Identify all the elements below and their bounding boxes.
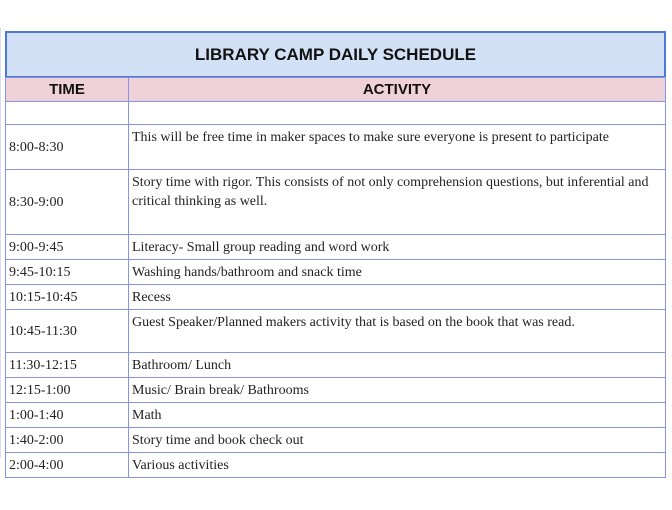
time-cell[interactable]: 2:00-4:00 — [6, 453, 129, 478]
time-cell[interactable]: 1:40-2:00 — [6, 428, 129, 453]
table-row — [6, 125, 666, 170]
header-row — [6, 78, 666, 102]
activity-cell[interactable]: Various activities — [129, 453, 666, 478]
activity-cell[interactable]: Literacy- Small group reading and word work — [129, 235, 666, 260]
table-row — [6, 102, 666, 125]
table-row — [6, 378, 666, 403]
time-cell[interactable]: 10:15-10:45 — [6, 285, 129, 310]
schedule-table — [5, 77, 666, 478]
activity-cell[interactable]: Guest Speaker/Planned makers activity that is based on the book that was read. — [129, 310, 666, 353]
time-cell[interactable]: 1:00-1:40 — [6, 403, 129, 428]
table-row — [6, 453, 666, 478]
time-cell[interactable]: 8:00-8:30 — [6, 125, 129, 170]
time-cell[interactable]: 12:15-1:00 — [6, 378, 129, 403]
table-row — [6, 260, 666, 285]
time-cell[interactable] — [6, 102, 129, 125]
activity-cell[interactable]: Bathroom/ Lunch — [129, 353, 666, 378]
table-row — [6, 170, 666, 235]
sheet-gridline — [0, 28, 1, 458]
table-row — [6, 353, 666, 378]
time-cell[interactable]: 10:45-11:30 — [6, 310, 129, 353]
activity-cell[interactable]: Story time with rigor. This consists of not only comprehension questions, but inferential and critical thinking as well. — [129, 170, 666, 235]
activity-cell[interactable] — [129, 102, 666, 125]
header-time: TIME — [6, 78, 129, 102]
table-row — [6, 285, 666, 310]
activity-cell[interactable]: Washing hands/bathroom and snack time — [129, 260, 666, 285]
header-activity: ACTIVITY — [129, 78, 666, 102]
activity-cell[interactable]: Math — [129, 403, 666, 428]
activity-cell[interactable]: This will be free time in maker spaces to make sure everyone is present to participate — [129, 125, 666, 170]
time-cell[interactable]: 9:45-10:15 — [6, 260, 129, 285]
activity-cell[interactable]: Story time and book check out — [129, 428, 666, 453]
table-row — [6, 403, 666, 428]
table-row — [6, 235, 666, 260]
table-row — [6, 310, 666, 353]
schedule-title: LIBRARY CAMP DAILY SCHEDULE — [5, 31, 666, 78]
time-cell[interactable]: 9:00-9:45 — [6, 235, 129, 260]
activity-cell[interactable]: Recess — [129, 285, 666, 310]
activity-cell[interactable]: Music/ Brain break/ Bathrooms — [129, 378, 666, 403]
table-row — [6, 428, 666, 453]
time-cell[interactable]: 8:30-9:00 — [6, 170, 129, 235]
time-cell[interactable]: 11:30-12:15 — [6, 353, 129, 378]
